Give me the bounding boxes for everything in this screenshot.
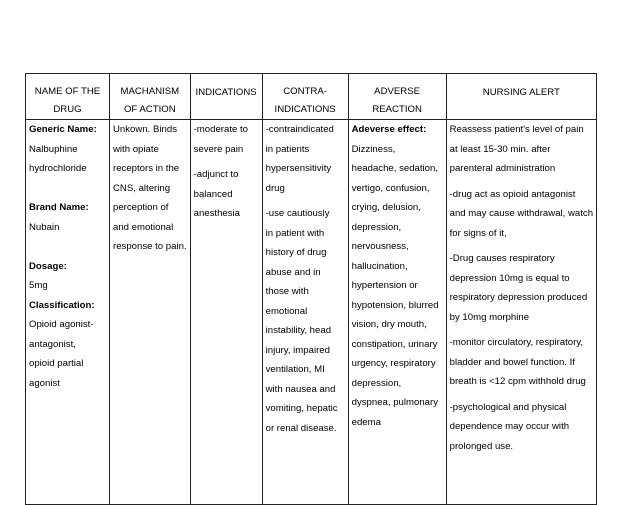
nursing-text: -Drug causes respiratory (449, 253, 555, 264)
nursing-text: breath is <12 cpm withhold drug (449, 376, 586, 387)
header-text: NAME OF THE (34, 86, 101, 97)
adverse-text: hypotension, blurred (351, 299, 439, 311)
adverse-text: depression, (351, 221, 402, 233)
brand-name-label: Brand Name: (29, 202, 89, 213)
contraindication-text: hypersensitivity (265, 163, 332, 174)
mechanism-cell (110, 120, 191, 505)
contraindication-text: with nausea and (265, 383, 336, 395)
generic-name-label: Generic Name: (29, 124, 97, 135)
adverse-text: hypertension or (351, 280, 418, 291)
contraindication-text: -contraindicated (265, 124, 334, 135)
mechanism-text: CNS, altering (113, 182, 171, 194)
nursing-text: -drug act as opioid antagonist (449, 188, 576, 200)
header-text: NURSING ALERT (482, 87, 560, 98)
header-text: OF ACTION (123, 104, 176, 115)
header-row (26, 74, 597, 120)
classification-value: opioid partial (29, 358, 84, 369)
nursing-alert-cell (446, 120, 596, 505)
mechanism-text: and emotional (113, 221, 174, 233)
classification-value: antagonist, (29, 338, 76, 350)
indication-text: -moderate to (193, 124, 249, 135)
adverse-text: Dizziness, (351, 143, 396, 155)
nursing-text: -psychological and physical (449, 401, 567, 413)
contraindication-text: emotional (265, 305, 308, 317)
contraindication-text: or renal disease. (265, 422, 337, 434)
nursing-text: bladder and bowel function. If (449, 356, 575, 368)
adverse-text: constipation, urinary (351, 338, 438, 350)
adverse-reaction-cell (348, 120, 446, 505)
header-adverse-reaction (348, 74, 446, 120)
contraindication-text: in patients (265, 143, 310, 155)
header-text: CONTRA- (283, 86, 327, 97)
nursing-text: -monitor circulatory, respiratory, (449, 337, 584, 348)
drug-name-cell (26, 120, 110, 505)
adverse-text: vision, dry mouth, (351, 319, 427, 330)
contraindication-text: -use cautiously (265, 208, 330, 219)
adverse-text: vertigo, confusion, (351, 182, 430, 194)
nursing-text: depression 10mg is equal to (449, 272, 570, 284)
nursing-text: for signs of it, (449, 227, 507, 239)
header-text: INDICATIONS (274, 104, 336, 115)
adverse-text: depression, (351, 377, 402, 389)
contraindication-text: injury, impaired (265, 344, 330, 356)
contraindication-text: instability, head (265, 325, 332, 336)
nursing-text: at least 15-30 min. after (449, 143, 551, 155)
contraindication-text: in patient with (265, 227, 325, 239)
nursing-text: Reassess patient's level of pain (449, 124, 584, 135)
table-row (26, 120, 597, 505)
contraindication-text: ventilation, MI (265, 364, 325, 375)
generic-name-value: Nalbuphine (29, 143, 78, 155)
indication-text: balanced (193, 188, 233, 200)
contraindications-cell (262, 120, 348, 505)
indication-text: severe pain (193, 143, 244, 155)
adverse-text: nervousness, (351, 241, 409, 252)
contraindication-text: vomiting, hepatic (265, 403, 338, 414)
header-text: ADVERSE (374, 86, 421, 97)
nursing-text: prolonged use. (449, 440, 514, 452)
header-text: DRUG (53, 104, 82, 115)
drug-study-table (25, 73, 597, 505)
header-text: REACTION (372, 104, 422, 115)
indication-text: -adjunct to (193, 169, 239, 180)
adverse-text: hallucination, (351, 260, 408, 272)
generic-name-value: hydrochloride (29, 163, 87, 174)
classification-value: Opioid agonist- (29, 319, 94, 330)
indications-cell (190, 120, 262, 505)
header-text: INDICATIONS (195, 87, 257, 98)
dosage-label: Dosage: (29, 260, 67, 272)
header-name-of-drug (26, 74, 110, 120)
adverse-effect-label: Adeverse effect: (351, 124, 427, 135)
header-text: MACHANISM (120, 86, 180, 97)
dosage-value: 5mg (29, 280, 48, 291)
classification-value: agonist (29, 377, 60, 389)
nursing-text: parenteral administration (449, 163, 556, 174)
adverse-text: headache, sedation, (351, 163, 439, 174)
contraindication-text: history of drug (265, 247, 327, 258)
mechanism-text: with opiate (113, 143, 159, 155)
contraindication-text: those with (265, 286, 309, 297)
nursing-text: by 10mg morphine (449, 311, 530, 323)
adverse-text: urgency, respiratory (351, 358, 436, 369)
header-contraindications (262, 74, 348, 120)
adverse-text: dyspnea, pulmonary (351, 397, 439, 408)
mechanism-text: response to pain. (113, 241, 187, 252)
contraindication-text: abuse and in (265, 266, 321, 278)
mechanism-text: receptors in the (113, 163, 180, 174)
contraindication-text: drug (265, 182, 285, 194)
header-mechanism (110, 74, 191, 120)
nursing-text: respiratory depression produced (449, 292, 588, 303)
header-indications (190, 74, 262, 120)
adverse-text: edema (351, 416, 381, 428)
adverse-text: crying, delusion, (351, 202, 421, 213)
nursing-text: and may cause withdrawal, watch (449, 208, 594, 219)
mechanism-text: perception of (113, 202, 169, 213)
header-nursing-alert (446, 74, 596, 120)
mechanism-text: Unkown. Binds (113, 124, 177, 135)
classification-label: Classification: (29, 299, 95, 311)
nursing-text: dependence may occur with (449, 421, 570, 432)
indication-text: anesthesia (193, 208, 241, 219)
brand-name-value: Nubain (29, 221, 60, 233)
